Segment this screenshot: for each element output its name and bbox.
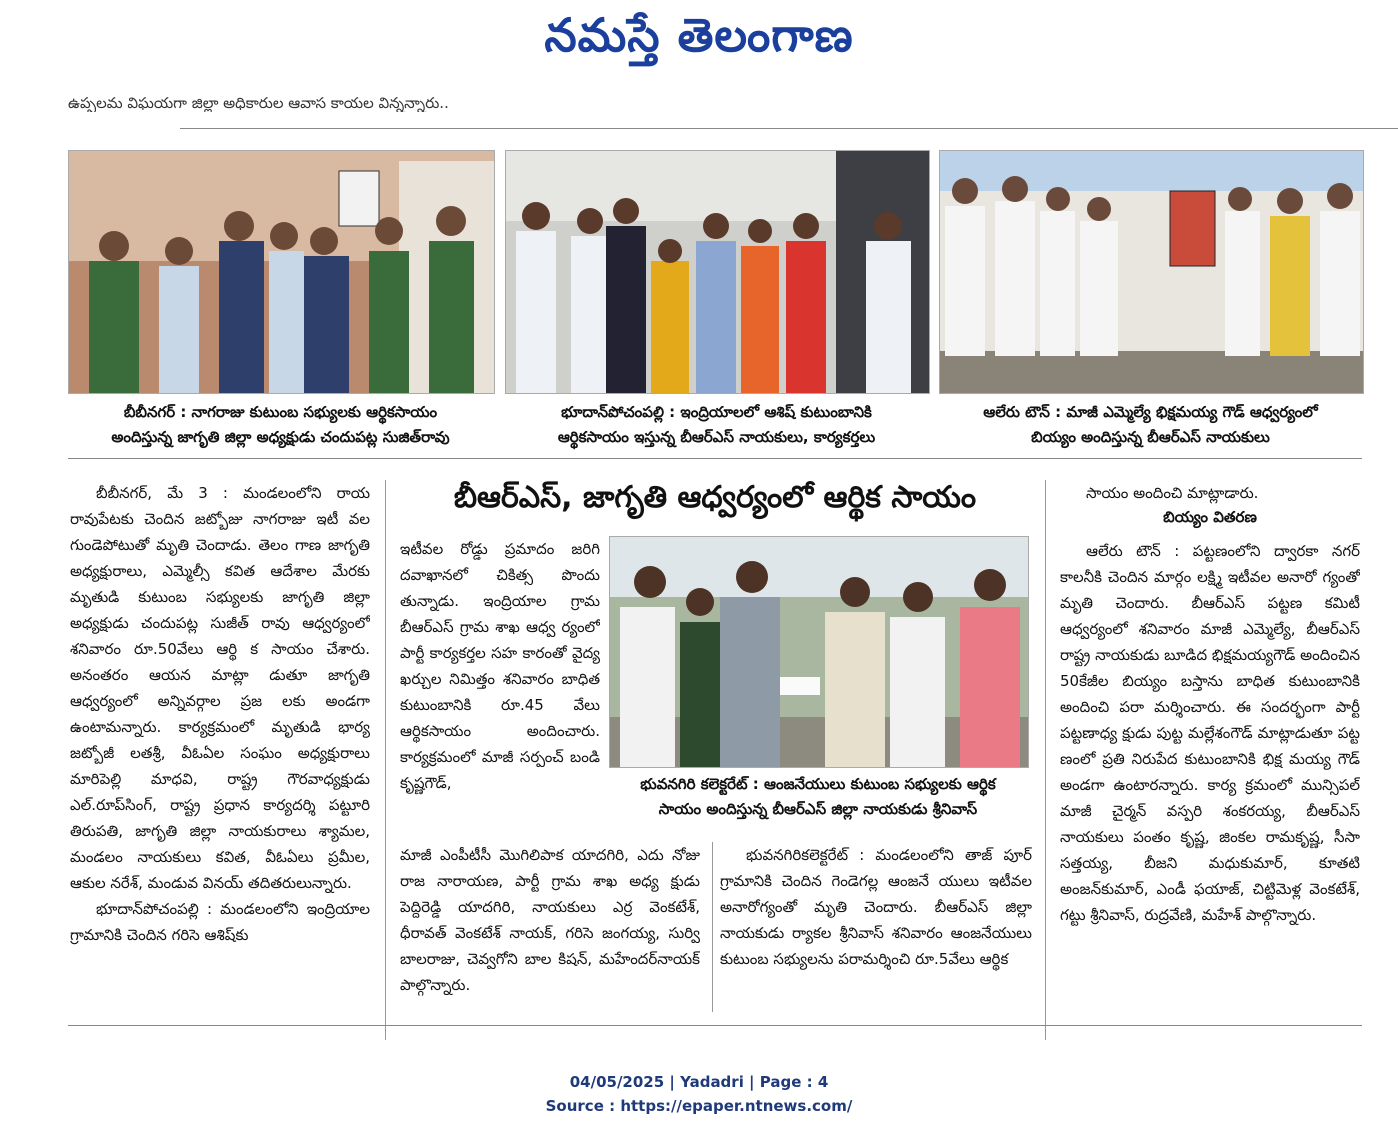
article-middle-bottom	[400, 842, 700, 1012]
caption-line: ఆర్థికసాయం ఇస్తున్న బీఆర్‌ఎస్ నాయకులు, కార్యకర్తలు	[557, 428, 876, 446]
article-paragraph: భూదాన్‌పోచంపల్లి : మండలంలోని ఇంద్రియాల గ్రామానికి చెందిన గరిసె ఆశిష్‌కు	[70, 900, 370, 944]
photo-aleru-town	[939, 150, 1364, 394]
column-divider	[385, 480, 386, 1040]
article-right-column	[1060, 538, 1360, 1012]
divider	[68, 1025, 1362, 1026]
masthead: నమస్తే తెలంగాణ	[544, 8, 854, 62]
photo-caption-bibinagar	[68, 400, 493, 450]
column-divider	[712, 842, 713, 1012]
photo-caption-aleru-town	[939, 400, 1362, 450]
footer-source-link[interactable]: Source : https://epaper.ntnews.com/	[545, 1097, 853, 1115]
article-paragraph: భువనగిరికలెక్టరేట్ : మండలంలోని తాజ్ పూర్ గ్రామానికి చెందిన గెండెగల్ల ఆంజనే యులు ఇటీవల అనారోగ్యంతో మృతి చెందారు. బీఆర్‌ఎస్ జిల్లా నాయకుడు ర్యాకల శ్రీనివాస్ శనివారం ఆంజనేయులు కుటుంబ సభ్యులను పరామర్శించి రూ.5వేలు ఆర్థిక	[720, 846, 1032, 968]
caption-line: అందిస్తున్న జాగృతి జిల్లా అధ్యక్షుడు చందుపట్ల సుజిత్‌రావు	[111, 428, 450, 446]
caption-line: భువనగిరి కలెక్టరేట్ : ఆంజనేయులు కుటుంబ సభ్యులకు ఆర్థిక	[640, 775, 996, 793]
article-headline: బీఆర్‌ఎస్, జాగృతి ఆధ్వర్యంలో ఆర్థిక సాయం	[453, 480, 977, 515]
caption-line: భూదాన్‌పోచంపల్లి : ఇంద్రియాలలో ఆశిష్ కుటుంబానికి	[561, 403, 872, 421]
photo-caption-bhuvanagiri	[609, 772, 1027, 822]
photo-bhudan-pochampally	[505, 150, 930, 394]
article-bhuvanagiri-text	[720, 842, 1032, 1012]
caption-line: ఆలేరు టౌన్ : మాజీ ఎమ్మెల్యే భిక్షమయ్య గౌడ్ ఆధ్వర్యంలో	[983, 403, 1318, 421]
article-middle-column	[400, 536, 600, 832]
caption-line: సాయం అందిస్తున్న బీఆర్‌ఎస్ జిల్లా నాయకుడు శ్రీనివాస్	[658, 800, 978, 818]
photo-caption-bhudan-pochampally	[505, 400, 928, 450]
article-paragraph: బీబీనగర్, మే 3 : మండలంలోని రాయ రావుపేటకు చెందిన జట్బోజు నాగరాజు ఇటీ వల గుండెపోటుతో మృతి చెందాడు. తెలం గాణ జాగృతి అధ్యక్షురాలు, ఎమ్మెల్సీ కవిత ఆదేశాల మేరకు మృతుడి కుటుంబ సభ్యులకు జాగృతి జిల్లా అధ్యక్షుడు చందుపట్ల సుజీత్ రావు ఆధ్వర్యంలో శనివారం రూ.50వేలు ఆర్థి క సాయం చేశారు. అనంతరం ఆయన మాట్లా డుతూ జాగృతి ఆధ్వర్యంలో అన్నివర్గాల ప్రజ లకు అండగా ఉంటామన్నారు. కార్యక్రమంలో మృతుడి భార్య జట్బోజీ లతశ్రీ, వీఓఏల సంఘం అధ్యక్షురాలు మారిపెల్లి మాధవి, రాష్ట్ర గౌరవాధ్యక్షుడు ఎల్.రూప్‌సింగ్, రాష్ట్ర ప్రధాన కార్యదర్శి పట్టూరి తిరుపతి, జాగృతి జిల్లా నాయకురాలు శ్యామల, మండలం నాయకులు కవిత, వీఓఏలు ప్రమీల, ఆకుల నరేశ్, మండువ వినయ్ తదితరులున్నారు.	[70, 484, 370, 892]
divider	[180, 128, 1398, 129]
column-divider	[1045, 480, 1046, 1040]
article-paragraph: సాయం అందించి మాట్లాడారు.	[1086, 484, 1259, 502]
photo-bibinagar	[68, 150, 495, 394]
cut-off-text-line: ఉప్పలమ విఘయగా జిల్లా అధికారుల ఆవాస కాయల విన్నన్నారు..	[68, 94, 449, 112]
article-subhead: బియ్యం వితరణ	[1163, 508, 1257, 526]
article-paragraph: ఆలేరు టౌన్ : పట్టణంలోని ద్వారకా నగర్ కాలనీకి చెందిన మార్గం లక్ష్మి ఇటీవల అనారో గ్యంతో మృతి చెందారు. బీఆర్‌ఎస్ పట్టణ కమిటీ ఆధ్వర్యంలో శనివారం మాజీ ఎమ్మెల్యే, బీఆర్‌ఎస్ రాష్ట్ర నాయకుడు బూడిద భిక్షమయ్యగౌడ్ అందించిన 50కేజీల బియ్యం బస్తాను బాధిత కుటుంబానికి అందించి పరా మర్శించారు. ఈ సందర్భంగా పార్టీ పట్టణాధ్య క్షుడు పుట్ట మల్లేశంగౌడ్ మాట్లాడుతూ పట్ట ణంలో ప్రతి నిరుపేద కుటుంబానికి భిక్ష మయ్య గౌడ్ అండగా ఉంటారన్నారు. కార్య క్రమంలో మున్సిపల్ మాజీ చైర్మన్ వస్పరి శంకరయ్య, బీఆర్‌ఎస్ నాయకులు పంతం కృష్ణ, జింకల రామకృష్ణ, సీసా సత్తయ్య, బీజని మధుకుమార్, కూతటి అంజన్‌కుమార్, ఎండీ ఫయాజ్, చిట్టిమెళ్ల వెంకటేశ్, గట్టు శ్రీనివాస్, రుద్రవేణి, మహేశ్ పాల్గొన్నారు.	[1060, 542, 1360, 924]
caption-line: బీబీనగర్ : నాగరాజు కుటుంబ సభ్యులకు ఆర్థికసాయం	[123, 403, 438, 421]
footer-date-edition: 04/05/2025 | Yadadri | Page : 4	[569, 1073, 829, 1091]
article-paragraph: ఇటీవల రోడ్డు ప్రమాదం జరిగి దవాఖానలో చికిత్స పొందు తున్నాడు. ఇంద్రియాల గ్రామ బీఆర్‌ఎస్ గ్రామ శాఖ ఆధ్వ ర్యంలో పార్టీ కార్యకర్తల సహ కారంతో వైద్య ఖర్చుల నిమిత్తం శనివారం బాధిత కుటుంబానికి రూ.45 వేలు ఆర్థికసాయం అందించారు. కార్యక్రమంలో మాజీ సర్పంచ్ బండి కృష్ణగౌడ్,	[400, 540, 600, 792]
article-paragraph: మాజీ ఎంపీటీసీ మొగిలిపాక యాదగిరి, ఎదు నోజు రాజ నారాయణ, పార్టీ గ్రామ శాఖ అధ్య క్షుడు పెద్దిరెడ్డి యాదగిరి, నాయకులు ఎర్ర వెంకటేశ్, ధీరావత్ వెంకటేశ్ నాయక్, గరిసె జంగయ్య, సుర్వి బాలరాజు, చెవ్వగోని బాల కిషన్, మహేందర్‌నాయక్ పాల్గొన్నారు.	[400, 846, 700, 994]
divider	[68, 458, 1362, 459]
photo-bhuvanagiri-collectorate	[609, 536, 1029, 768]
article-right-top	[1060, 480, 1360, 506]
article-left-column	[70, 480, 370, 1010]
caption-line: బియ్యం అందిస్తున్న బీఆర్‌ఎస్ నాయకులు	[1031, 428, 1270, 446]
